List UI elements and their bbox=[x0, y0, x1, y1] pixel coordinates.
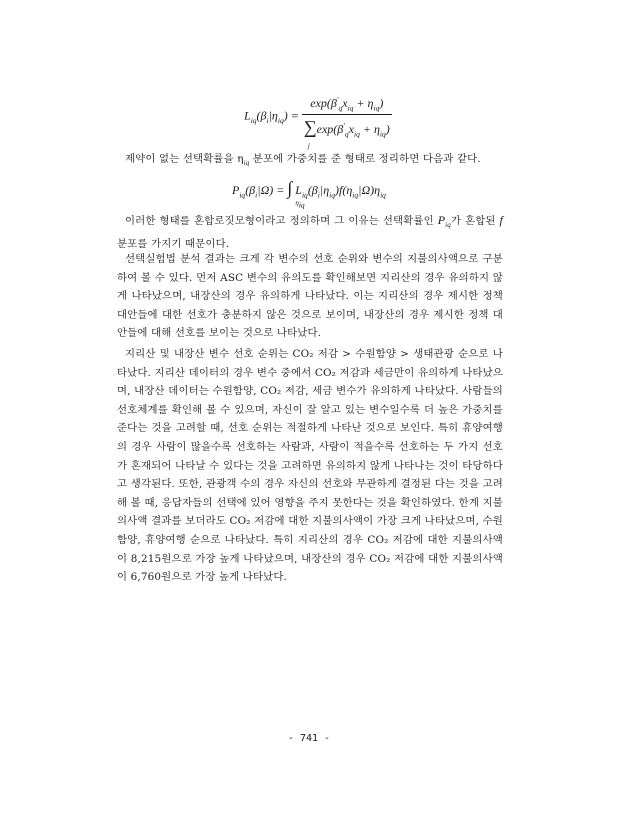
paragraph-mixed-logit-definition: 이러한 형태를 혼합로짓모형이라고 정의하며 그 이유는 선택확률인 $P_{iq}$가 혼합된 f 분포를 가지기 때문이다. bbox=[117, 213, 503, 250]
equation-denominator: ∑ j $\exp(\beta'_qx_{iq} + \eta_{iq})$ bbox=[302, 114, 392, 138]
paragraph-analysis-results: 선택실험법 분석 결과는 크게 각 변수의 선호 순위와 변수의 지불의사액으로 구분하여 볼 수 있다. 먼저 ASC 변수의 유의도를 확인해보면 지리산의 경우 유의하지 않게 나타났으며, 내장산의 경우 유의하게 나타났다. 이는 지리산의 경우 제시한 정책 대안들에 대한 선호가 충분하지 않은 것으로 보이며, 내장산의 경우 제시한 정책 대안들에 대해 선호를 보이는 것으로 나타났다. bbox=[117, 253, 503, 340]
equation-integral-probability: $P_{iq}(\beta_i|\Omega)$ = ∫ $\eta_{iq}$ $L_{iq}(\beta_i|\eta_{iq})f(\eta_{iq}|\Omega)\eta_{iq}$ bbox=[232, 178, 386, 210]
text-line-1-rest: 분포에 가중치를 준 형태로 정리하면 다음과 같다. bbox=[249, 153, 481, 165]
equation-mixed-logit-probability: $L_{iq}(\beta_i|\eta_{iq})$ = $\exp(\beta'_qx_{iq} + \eta_{iq})$ ∑ j $\exp(\beta'_qx_{iq} + \eta_{iq})$ bbox=[244, 95, 390, 151]
equation-numerator: $\exp(\beta'_qx_{iq} + \eta_{iq})$ bbox=[310, 95, 384, 113]
text-line-1: 제약이 없는 선택확률을 $\eta_{iq}$ 분포에 가중치를 준 형태로 정리하면 다음과 같다. bbox=[125, 153, 481, 168]
paragraph-preference-ranking: 지리산 및 내장산 변수 선호 순위는 CO₂ 저감 > 수원함양 > 생태관광 순으로 나타났다. 지리산 데이터의 경우 변수 중에서 CO₂ 저감과 세금만이 유의하게 나타났으며, 내장산 데이터는 수원함양, CO₂ 저감, 세금 변수가 유의하게 나타났다. 사람들의 선호체계를 확인해 볼 수 있으며, 자신이 잘 알고 있는 변수일수록 더 높은 가중치를 준다는 것을 고려할 때, 선호 순위는 적절하게 나타난 것으로 보인다. 특히 휴양여행의 경우 사람이 많을수록 선호하는 사람과, 사람이 적을수록 선호하는 두 가지 선호가 혼재되어 나타날 수 있다는 것을 고려하면 유의하지 않게 나타나는 것이 타당하다고 생각된다. 또한, 관광객 수의 경우 자신의 선호와 무관하게 결정된 다는 것을 고려해 볼 때, 응답자들의 선택에 있어 영향을 주지 못한다는 것을 확인하였다. 한계 지불의사액 결과를 보더라도 CO₂ 저감에 대한 지불의사액이 가장 크게 나타났으며, 수원함양, 휴양여행 순으로 나타났다. 특히 지리산의 경우 CO₂ 저감에 대한 지불의사액이 8,215원으로 가장 높게 나타났으며, 내장산의 경우 CO₂ 저감에 대한 지불의사액이 6,760원으로 가장 높게 나타났다. bbox=[117, 348, 503, 584]
page-number: - 741 - bbox=[287, 733, 331, 744]
equation-lhs: L bbox=[244, 108, 251, 123]
